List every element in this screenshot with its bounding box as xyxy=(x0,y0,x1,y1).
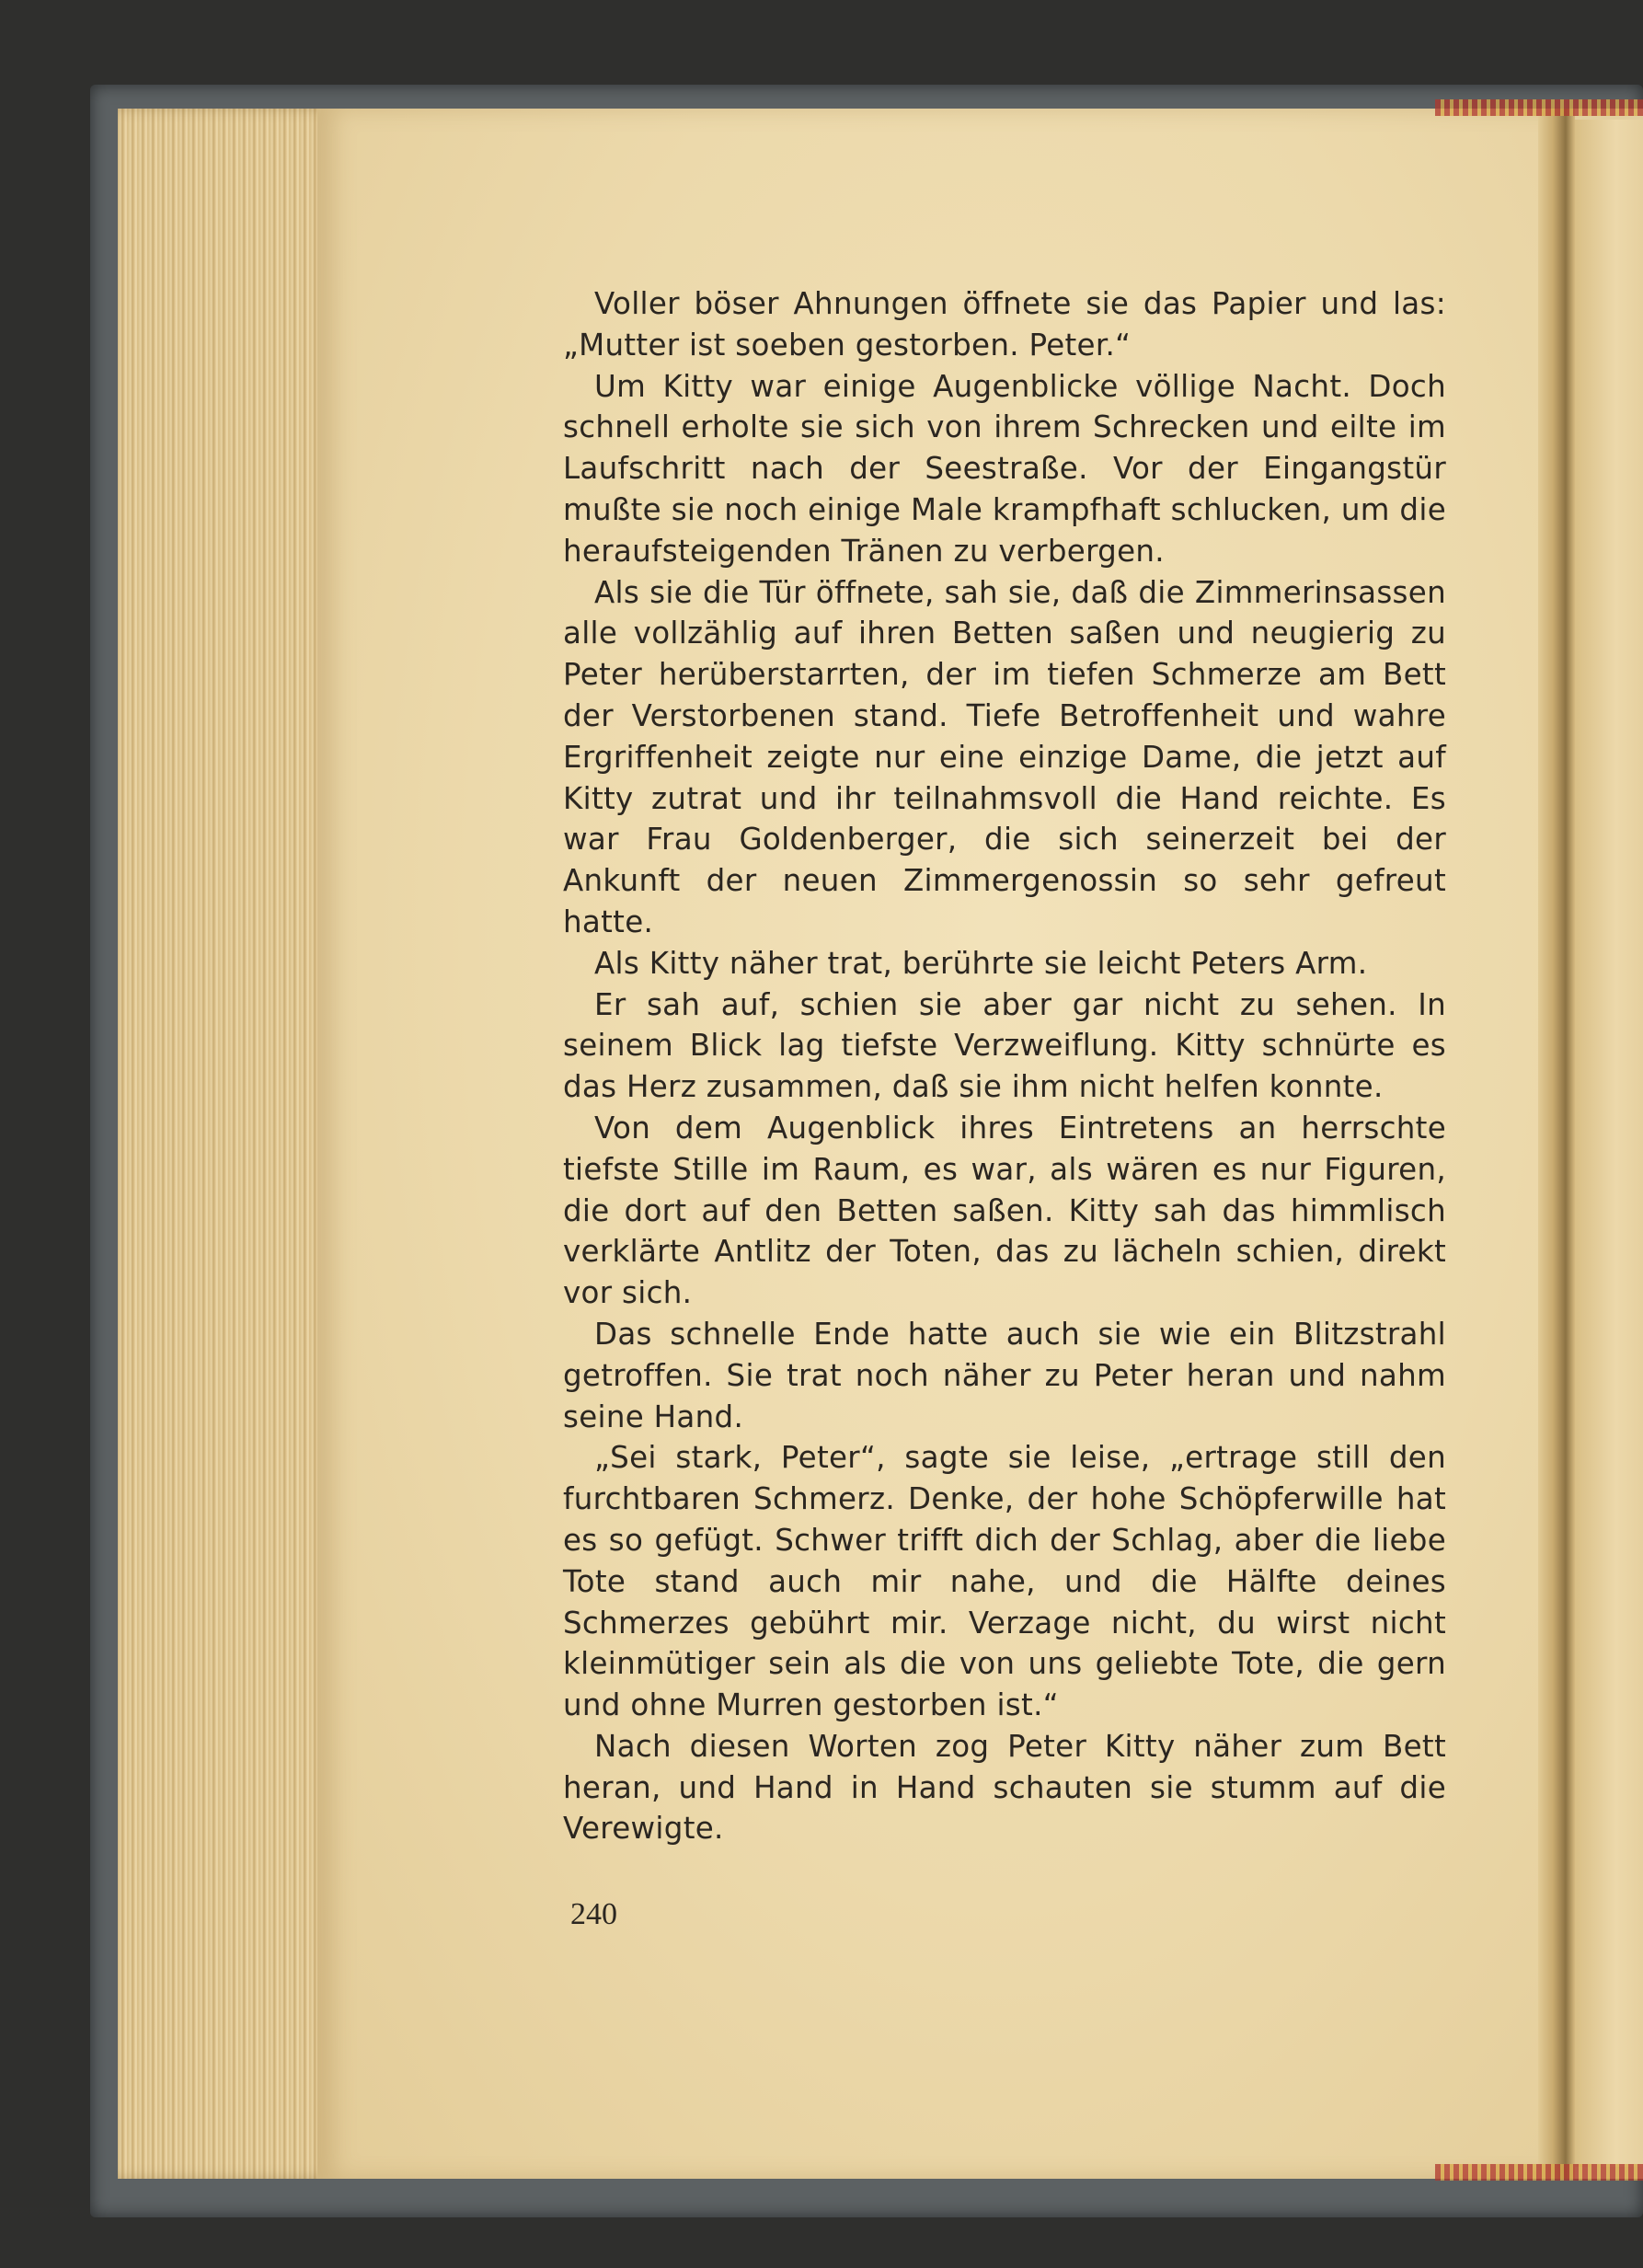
page-text xyxy=(563,283,1446,1849)
headband-top xyxy=(1435,99,1643,116)
page-edges xyxy=(118,109,339,2179)
paragraph: Von dem Augenblick ihres Eintretens an herrschte tiefste Stille im Raum, es war, als wären es nur Figuren, die dort auf den Betten saßen. Kitty sah das himmlisch verklärte Antlitz der Toten, das zu lächeln schien, direkt vor sich. xyxy=(563,1110,1446,1311)
paragraph: Um Kitty war einige Augenblicke völlige Nacht. Doch schnell erholte sie sich von ihrem Schrecken und eilte im Laufschritt nach der Seestraße. Vor der Eingangstür mußte sie noch einige Male krampfhaft schlucken, um die heraufsteigenden Tränen zu verbergen. xyxy=(563,368,1446,569)
paragraph: Voller böser Ahnungen öffnete sie das Papier und las: „Mutter ist soeben gestorben. Peter.“ xyxy=(563,286,1446,363)
headband-bottom xyxy=(1435,2164,1643,2181)
paragraph: „Sei stark, Peter“, sagte sie leise, „ertrage still den furchtbaren Schmerz. Denke, der hohe Schöpferwille hat es so gefügt. Schwer trifft dich der Schlag, aber die liebe Tote stand auch mir nahe, und die Hälfte deines Schmerzes gebührt mir. Verzage nicht, du wirst nicht kleinmütiger sein als die von uns geliebte Tote, die gern und ohne Murren gestorben ist.“ xyxy=(563,1440,1446,1723)
facing-page xyxy=(1575,120,1643,2167)
page-number: 240 xyxy=(570,1897,617,1931)
paragraph: Als Kitty näher trat, berührte sie leicht Peters Arm. xyxy=(594,945,1368,981)
paragraph: Als sie die Tür öffnete, sah sie, daß die Zimmerinsassen alle vollzählig auf ihren Betten saßen und neugierig zu Peter herüberstarrten, der im tiefen Schmerze am Bett der Verstorbenen stand. Tiefe Betroffenheit und wahre Ergriffenheit zeigte nur eine einzige Dame, die jetzt auf Kitty zutrat und ihr teilnahmsvoll die Hand reichte. Es war Frau Goldenberger, die sich seinerzeit bei der Ankunft der neuen Zimmergenossin so sehr gefreut hatte. xyxy=(563,574,1446,939)
book-gutter xyxy=(1538,109,1575,2179)
paragraph: Er sah auf, schien sie aber gar nicht zu sehen. In seinem Blick lag tiefste Verzweiflung. Kitty schnürte es das Herz zusammen, daß sie ihm nicht helfen konnte. xyxy=(563,986,1446,1105)
paragraph: Das schnelle Ende hatte auch sie wie ein Blitzstrahl getroffen. Sie trat noch näher zu Peter heran und nahm seine Hand. xyxy=(563,1316,1446,1434)
paragraph: Nach diesen Worten zog Peter Kitty näher zum Bett heran, und Hand in Hand schauten sie stumm auf die Verewigte. xyxy=(563,1728,1446,1847)
